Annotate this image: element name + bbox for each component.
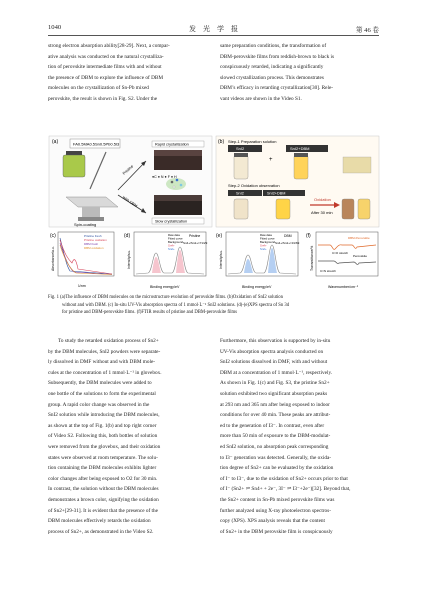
text-line: states were observed at room temperature. The solu-	[48, 454, 158, 461]
series-label: DBM-Perovskite	[348, 236, 370, 240]
panel-e	[216, 232, 300, 289]
panel-d-tag: (d)	[124, 233, 131, 239]
co-stretch-label: C=O stretch	[332, 251, 349, 255]
legend-entry: DBM oxidation	[84, 246, 104, 250]
step2-label: Step-2 Oxidation observation	[228, 183, 280, 188]
vial-label-box	[228, 190, 262, 196]
text-line: more than 50 min of exposure to the DBM-modulat-	[220, 433, 331, 440]
figure-1	[48, 135, 380, 290]
text-line: In contrast, the solution without the DBM molecules	[48, 486, 159, 493]
text-line: DBM at a concentration of 1 mmol·L⁻¹, respectively.	[220, 369, 333, 376]
legend-entry: Fitted curve	[168, 236, 183, 241]
pristine-arrow-label: Pristine	[121, 164, 135, 176]
text-line: To study the retarded oxidation process of Sn2+	[58, 338, 159, 344]
text-line: demonstrates a brown color, signifying the oxidation	[48, 496, 159, 503]
header-rule	[48, 35, 379, 36]
text-line: at 293 nm and 365 nm after being exposed to indoor	[220, 401, 330, 408]
text-line: perovskite, the result is shown in Fig. S2. Under the	[48, 95, 158, 102]
text-line: color changes after being exposed to O2 for 30 min.	[48, 475, 158, 482]
legend-entry: Raw data	[168, 233, 180, 237]
text-line: of I⁻ to I3⁻, due to the oxidation of Sn2+ occurs prior to that	[220, 475, 348, 482]
page-number: 1040	[48, 24, 62, 31]
step1-label: Step-1 Preparation solution	[228, 139, 277, 144]
text-line: Furthermore, this observation is supported by in-situ	[220, 338, 331, 344]
legend-entry: Pristine oxidation	[84, 238, 107, 242]
panel-b-tag: (b)	[218, 139, 225, 145]
dbm-arrow-label: With DBM	[121, 195, 138, 209]
vial-3	[234, 199, 248, 219]
text-line: further analyzed using X-ray photoelectron spectros-	[220, 507, 331, 514]
vial-6	[358, 199, 370, 219]
panel-e-ylabel: Intensity/a.u.	[219, 249, 223, 269]
text-line: vant videos are shown in the Video S1.	[220, 95, 302, 102]
rapid-crystal-top	[154, 150, 202, 156]
text-line: by the DBM molecules, SnI2 powders were separate-	[48, 348, 161, 355]
text-line: of Sn2+[29-31]. It is evident that the presence of the	[48, 507, 158, 514]
text-line: of Video S2. Following this, both bottles of solution	[48, 433, 158, 440]
text-line: the presence of DBM to explore the influence of DBM	[48, 74, 164, 81]
oxidation-label: Oxidation	[314, 197, 331, 202]
volume-label: 第 46 卷	[355, 27, 379, 34]
panel-d	[124, 232, 208, 289]
text-line: were removed from the glovebox, and their oxidation	[48, 443, 161, 450]
top-right-paragraph	[220, 41, 378, 105]
panel-e-xlabel: Binding energy/eV	[242, 285, 272, 289]
text-line: strong electron absorption ability[28-29]. Next, a compar-	[48, 43, 170, 49]
legend-entry: Pristine fresh	[84, 234, 102, 238]
precursor-bottle	[63, 151, 85, 177]
pristine-label: Pristine	[189, 234, 201, 238]
vial-snl2-dbm: SnI2+DBM	[290, 146, 310, 151]
series-label: Perovskite	[353, 254, 368, 258]
legend-entry: DBM fresh	[84, 242, 99, 246]
raw-data-curve	[136, 247, 204, 274]
vial-snl2-ox: SnI2	[236, 191, 244, 196]
vial-cap	[294, 153, 308, 157]
text-line: DBM-perovskite films from reddish-brown to black is	[220, 53, 335, 60]
dbm-molecule	[166, 178, 186, 190]
vial-snl2-dbm-ox: SnI2+DBM	[267, 191, 286, 196]
panel-a	[49, 136, 212, 227]
text-line: conditions for over 40 min. These peaks are attribut-	[220, 412, 331, 419]
panel-c-tag: (c)	[50, 233, 56, 239]
panel-f-tag: (f)	[306, 233, 311, 239]
atom-legend: ●C ● N ● F ● H	[152, 175, 177, 179]
vial-cap	[234, 153, 248, 157]
caption-line: Fig. 1 (a)The influence of DBM molecules on the microstructure evolution of perovskite films. (b)Oxidation of SnI2 solution	[48, 295, 283, 300]
caption-line: without and with DBM. (c) In-situ UV-Vis absorption spectra of 1 mmol·L⁻¹ SnI2 solutions. (d)-(e)XPS spectra of Sn 3d	[62, 302, 290, 308]
plus-sign: +	[269, 157, 273, 163]
panel-c-ylabel: Absorbance/a.u.	[51, 246, 55, 271]
text-line: As shown in Fig. 1(c) and Fig. S3, the pristine Sn2+	[220, 380, 330, 387]
formula-label: FA0.5MA0.5Sn0.5Pb0.5I3	[73, 141, 120, 147]
text-line: slowed crystallization process. This demonstrates	[220, 74, 324, 81]
panel-a-tag: (a)	[52, 139, 59, 145]
legend-entry: Sn2+	[168, 247, 175, 251]
sn-ratio: Sn4+/Sn2+=31/69	[275, 241, 300, 245]
text-line: DBM molecules effectively retards the oxidation	[48, 518, 151, 525]
figure-caption	[48, 294, 382, 317]
panel-c-xlabel: λ/nm	[78, 284, 86, 288]
panel-d-ylabel: Intensity/a.u.	[127, 249, 131, 269]
vial-1	[234, 155, 248, 179]
text-line: as shown at the top of Fig. 1(b) and top right corner	[48, 422, 157, 429]
panel-b	[216, 136, 379, 227]
vial-label-box	[228, 145, 262, 152]
after-label: After 30 min	[311, 210, 333, 215]
text-line: the Sn2+ content in Sn-Pb mixed perovskite films was	[220, 496, 335, 503]
panel-c	[50, 232, 114, 288]
text-line: solution exhibited two significant absorption peaks	[220, 390, 328, 397]
text-line: Subsequently, the DBM molecules were added to	[48, 380, 152, 387]
text-line: tion of perovskite intermediate films with and without	[48, 64, 162, 71]
panel-f-ylabel: Transmittance/%	[310, 245, 314, 271]
vial-snl2: SnI2	[236, 146, 245, 151]
sn-ratio: Sn4+/Sn2+=71/29	[183, 241, 208, 245]
text-line: tion containing the DBM molecules exhibits lighter	[48, 465, 157, 472]
caption-line: for pristine and DBM-perovskite films. (f)FTIR results of pristine and DBM-perovskite films	[62, 310, 237, 316]
text-line: to I3⁻ generation was detected. Generally, the oxida-	[220, 454, 332, 461]
panel-d-xlabel: Binding energy/eV	[150, 285, 180, 289]
legend-entry: Sn2+	[260, 247, 267, 251]
text-line: SnI2 solution while introducing the DBM molecules,	[48, 412, 160, 419]
text-line: cules at the concentration of 1 mmol·L⁻¹ in glovebox.	[48, 369, 162, 376]
top-left-paragraph	[48, 41, 205, 105]
text-line: of I⁻ (Sn2+ ⇌ Sn4+ + 2e⁻, 3I⁻ ⇌ I3⁻+2e⁻)[32]. Beyond that,	[220, 486, 351, 493]
text-line: UV-Vis absorption spectra analysis conducted on	[220, 348, 324, 355]
perovskite-curve	[318, 261, 376, 265]
dbm-label: DBM	[284, 234, 292, 238]
legend-entry: Raw data	[260, 233, 272, 237]
legend-entry: Sn4+	[260, 243, 267, 248]
text-line: ly dissolved in DMF without and with DBM mole-	[48, 359, 156, 366]
text-line: of Sn2+ in the DBM perovskite film is conspicuously	[220, 528, 333, 535]
panel-e-tag: (e)	[216, 233, 223, 239]
text-line: copy (XPS). XPS analysis reveals that the content	[220, 518, 325, 525]
vial-2	[294, 155, 308, 179]
text-line: ed SnI2 solution, no absorption peak corresponding	[220, 443, 329, 450]
panel-f-xlabel: Wavenumber/cm⁻¹	[328, 285, 359, 289]
panel-f	[306, 232, 378, 289]
legend-entry: Sn4+	[168, 243, 175, 248]
legend-entry: Fitted curve	[260, 236, 275, 241]
legend-entry: Background	[168, 240, 183, 244]
text-line: molecules on the crystallization of Sn-Pb mixed	[48, 85, 149, 92]
text-line: SnI2 solutions dissolved in DMF, with and without	[220, 359, 328, 366]
slow-crystallization-label: Slow crystallization	[155, 219, 188, 224]
slow-crystal-top	[154, 195, 202, 201]
spin-coating-label: Spin-coating	[74, 222, 97, 227]
text-line: process of Sn2+, as demonstrated in the Video S2.	[48, 528, 154, 535]
vial-4	[276, 199, 290, 219]
text-line: ative analysis was conducted on the natural crystalliza-	[48, 53, 164, 60]
text-line: conspicuously retarded, indicating a significantly	[220, 64, 324, 71]
text-line: same preparation conditions, the transformation of	[220, 43, 327, 49]
text-line: DBM’s efficacy in retarding crystallization[30]. Rele-	[220, 85, 334, 92]
text-line: group. A rapid color change was observed in the	[48, 401, 150, 408]
bottom-left-paragraph	[48, 336, 205, 537]
journal-title: 发 光 学 报	[189, 25, 238, 33]
cn-stretch-label: C=N stretch	[320, 269, 336, 273]
text-line: ed to the generation of I3⁻. In contrast, even after	[220, 422, 325, 429]
rapid-crystallization-label: Rapid crystallization	[155, 142, 189, 147]
text-line: tion degree of Sn2+ can be evaluated by the oxidation	[220, 465, 334, 472]
bottom-right-paragraph	[220, 336, 378, 537]
dbm-powder-image	[343, 157, 371, 173]
text-line: one bottle of the solutions to form the experimental	[48, 390, 156, 397]
legend-entry: Background	[260, 240, 275, 244]
vial-5	[342, 199, 354, 219]
dbm-perovskite-curve	[318, 245, 376, 250]
